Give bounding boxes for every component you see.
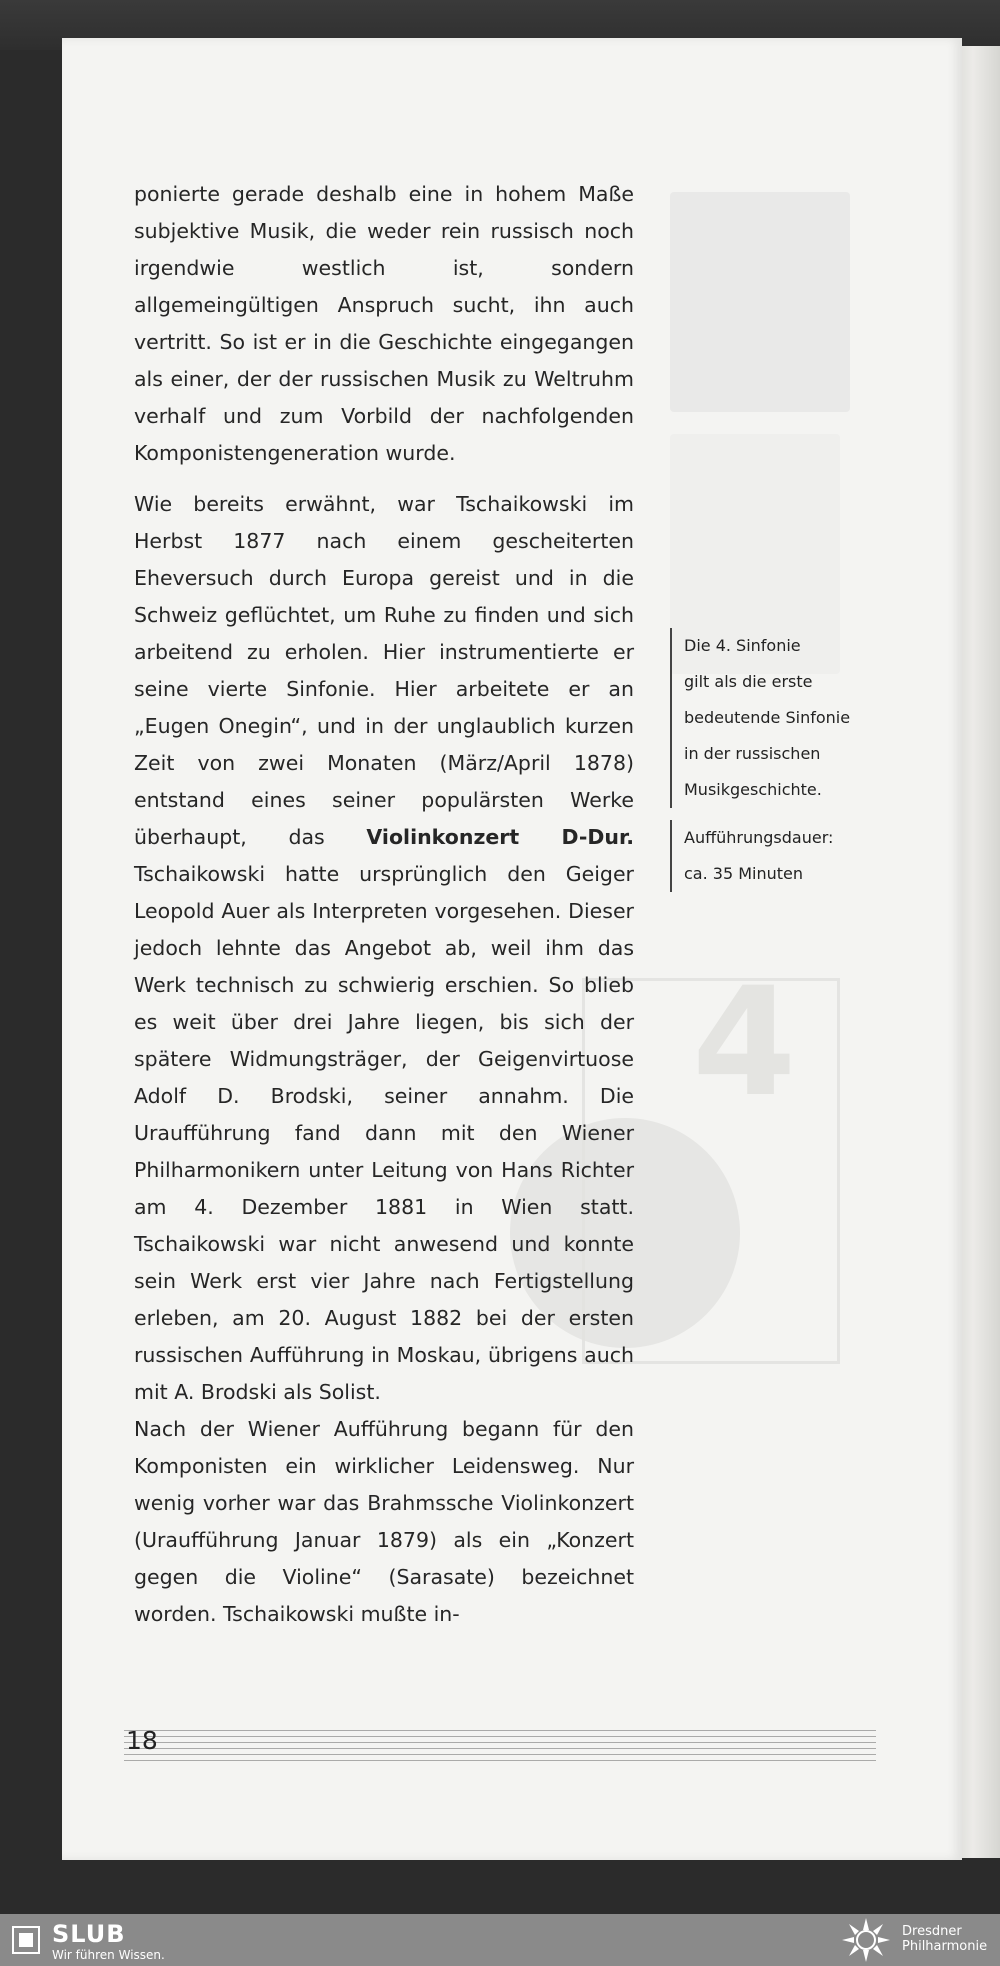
slub-brand: SLUB bbox=[52, 1920, 126, 1948]
main-text-column bbox=[134, 176, 634, 1633]
slub-logo-icon bbox=[12, 1926, 40, 1954]
page-number: 18 bbox=[126, 1726, 158, 1755]
staff-lines-decoration bbox=[124, 1730, 876, 1770]
slub-slogan: Wir führen Wissen. bbox=[52, 1948, 165, 1962]
highlighted-work-title: Violinkonzert D-Dur. bbox=[366, 825, 634, 849]
paragraph-2: Wie bereits erwähnt, war Tschaikowski im Herbst 1877 nach einem gescheiterten Eheversuch durch Europa gereist und in die Schweiz geflüchtet, um Ruhe zu finden und sich arbeitend zu erholen. Hier instrumentierte er seine vierte Sinfonie. Hier arbeitete er an „Eugen Onegin“, und in der unglaublich kurzen Zeit von zwei Monaten (März/April 1878) entstand eines seiner populärsten Werke überhaupt, das Violinkonzert D-Dur. Tschaikowski hatte ursprünglich den Geiger Leopold Auer als Interpreten vorgesehen. Dieser jedoch lehnte das Angebot ab, weil ihm das Werk technisch zu schwierig erschien. So blieb es weit über drei Jahre liegen, bis sich der spätere Widmungsträger, der Geigenvirtuose Adolf D. Brodski, seiner annahm. Die Uraufführung fand dann mit den Wiener Philharmonikern unter Leitung von Hans Richter am 4. Dezember 1881 in Wien statt. Tschaikowski war nicht anwesend und konnte sein Werk erst vier Jahre nach Fertigstellung erleben, am 20. August 1882 bei der ersten russischen Aufführung in Moskau, übrigens auch mit A. Brodski als Solist. bbox=[134, 492, 634, 1404]
margin-notes bbox=[670, 628, 880, 892]
margin-note-sinfonie: Die 4. Sinfonie gilt als die erste bedeutende Sinfonie in der russischen Musikgeschichte. bbox=[670, 628, 880, 808]
paragraph-1: ponierte gerade deshalb eine in hohem Maße subjektive Musik, die weder rein russisch noch irgendwie westlich ist, sondern allgemeingültigen Anspruch sucht, ihn auch vertritt. So ist er in die Geschichte eingegangen als einer, der der russischen Musik zu Weltruhm verhalf und zum Vorbild der nachfolgenden Komponistengeneration wurde. bbox=[134, 182, 634, 465]
footer-bar bbox=[0, 1914, 1000, 1966]
philharmonie-logo-icon bbox=[840, 1916, 892, 1964]
philharmonie-brand: Dresdner Philharmonie bbox=[902, 1924, 988, 1954]
show-through-portrait bbox=[670, 192, 850, 412]
paragraph-3: Nach der Wiener Aufführung begann für den Komponisten ein wirklicher Leidensweg. Nur wenig vorher war das Brahmssche Violinkonzert (Uraufführung Januar 1879) als ein „Konzert gegen die Violine“ (Sarasate) bezeichnet worden. Tschaikowski mußte in- bbox=[134, 1417, 634, 1626]
show-through-number-graphic: 4 bbox=[692, 956, 797, 1130]
margin-note-duration: Aufführungsdauer: ca. 35 Minuten bbox=[670, 820, 880, 892]
